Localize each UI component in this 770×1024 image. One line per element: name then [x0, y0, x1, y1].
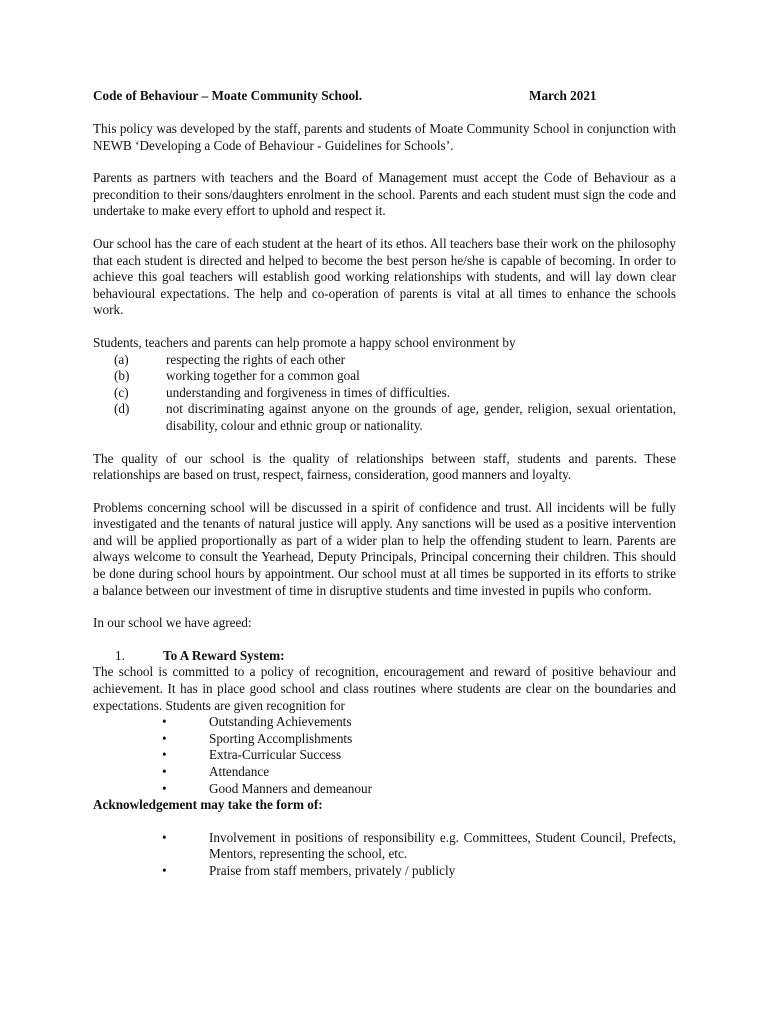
list-label: (a): [114, 351, 129, 367]
list-text: Extra-Curricular Success: [209, 747, 342, 763]
list-text: Attendance: [209, 764, 270, 779]
list-text: respecting the rights of each other: [166, 351, 346, 367]
section-number: 1.: [115, 647, 125, 663]
acknowledgement-list: [93, 830, 676, 880]
bullet-icon: •: [162, 747, 167, 763]
paragraph-parents-partners: Parents as partners with teachers and the Board of Management must accept the Code of Behaviour as a precondition to their sons/daughters enrolment in the school. Parents and each student must sign the code and undertake to make every effort to uphold and respect it.: [93, 170, 676, 219]
document-header: [93, 88, 676, 105]
list-item: [93, 781, 676, 798]
list-text: working together for a common goal: [166, 368, 360, 384]
paragraph-quality: The quality of our school is the quality of relationships between staff, students and parents. These relationships are based on trust, respect, fairness, consideration, good manners and loyalty.: [93, 450, 676, 483]
list-label: (b): [114, 368, 130, 384]
list-item: [93, 385, 676, 402]
list-text: Praise from staff members, privately / publicly: [209, 862, 456, 878]
promote-list: [93, 352, 676, 435]
paragraph-policy-origin: This policy was developed by the staff, parents and students of Moate Community School in conjunction with NEWB ‘Developing a Code of Behaviour - Guidelines for Schools’.: [93, 121, 676, 153]
document-title: Code of Behaviour – Moate Community School.: [93, 88, 362, 103]
paragraph-ethos: Our school has the care of each student at the heart of its ethos. All teachers base their work on the philosophy that each student is directed and helped to become the best person he/she is capable of becoming. In order to achieve this goal teachers will establish good working relationships with students, and will lay down clear behavioural expectations. The help and co-operation of parents is vital at all times to enhance the schools work.: [93, 235, 676, 318]
section-title: To A Reward System:: [163, 647, 285, 663]
list-item: [93, 747, 676, 764]
section-heading-reward: [93, 648, 676, 665]
document-date: March 2021: [529, 88, 597, 103]
paragraph-problems: Problems concerning school will be discussed in a spirit of confidence and trust. All incidents will be fully investigated and the tenants of natural justice will apply. Any sanctions will be used as a positive intervention and will be applied proportionally as part of a wider plan to help the offending student to learn. Parents are always welcome to consult the Yearhead, Deputy Principals, Principal concerning their children. This should be done during school hours by appointment. Our school must at all times be supported in its efforts to strike a balance between our investment of time in disruptive students and time invested in pupils who conform.: [93, 499, 676, 598]
list-text: not discriminating against anyone on the grounds of age, gender, religion, sexual orientation, disability, colour and ethnic group or nationality.: [166, 401, 676, 433]
bullet-icon: •: [162, 730, 167, 746]
list-item: [93, 731, 676, 748]
bullet-icon: •: [162, 780, 167, 796]
document-page: [93, 88, 676, 880]
list-text: Outstanding Achievements: [209, 714, 352, 730]
list-item: [93, 401, 676, 434]
list-text: Sporting Accomplishments: [209, 730, 353, 746]
paragraph-promote-intro: Students, teachers and parents can help promote a happy school environment by: [93, 334, 516, 350]
bullet-icon: •: [162, 829, 167, 845]
recognition-list: [93, 714, 676, 797]
list-label: (d): [114, 401, 130, 417]
list-item: [93, 714, 676, 731]
acknowledgement-heading: Acknowledgement may take the form of:: [93, 797, 323, 813]
list-text: Good Manners and demeanour: [209, 780, 372, 796]
list-text: understanding and forgiveness in times of difficulties.: [166, 384, 451, 400]
list-item: [93, 764, 676, 781]
list-item: [93, 352, 676, 369]
list-label: (c): [114, 384, 129, 400]
bullet-icon: •: [162, 862, 167, 878]
bullet-icon: •: [162, 764, 167, 779]
list-text: Involvement in positions of responsibility e.g. Committees, Student Council, Prefects, Mentors, representing the school, etc.: [209, 829, 676, 862]
list-item: [93, 863, 676, 880]
list-item: [93, 368, 676, 385]
paragraph-agreed: In our school we have agreed:: [93, 615, 252, 631]
list-item: [93, 830, 676, 863]
bullet-icon: •: [162, 714, 167, 730]
paragraph-reward-intro: The school is committed to a policy of recognition, encouragement and reward of positive behaviour and achievement. It has in place good school and class routines where students are clear on the boundaries and expectations. Students are given recognition for: [93, 664, 676, 713]
